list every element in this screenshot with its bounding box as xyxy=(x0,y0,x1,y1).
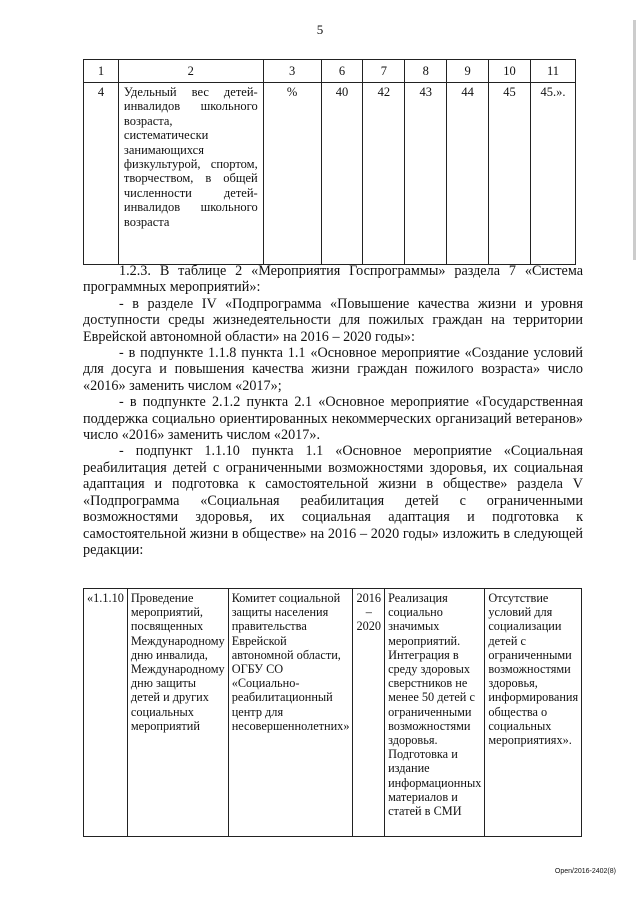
header-cell: 11 xyxy=(530,60,575,83)
header-cell: 1 xyxy=(84,60,119,83)
item-number: «1.1.10 xyxy=(84,589,128,837)
header-cell: 2 xyxy=(118,60,263,83)
row-number: 4 xyxy=(84,83,119,265)
paragraph: - подпункт 1.1.10 пункта 1.1 «Основное мероприятие «Социальная реабилитация детей с ограниченными возможностями здоровья, их социальная адаптация и подготовка к самостоятельной жизни в обществе» раздела V «Подпрограмма «Социальная реабилитация детей с ограниченными возможностями здоровья, их социальная адаптация и подготовка к самостоятельной жизни в обществе» на 2016 – 2020 годы» изложить в следующей редакции: xyxy=(83,443,583,558)
activities-table xyxy=(83,588,582,837)
paragraph: - в разделе IV «Подпрограмма «Повышение качества жизни и уровня доступности среды жизнедеятельности для пожилых граждан на территории Еврейской автономной области» на 2016 – 2020 годы»: xyxy=(83,295,583,345)
page-number: 5 xyxy=(316,22,324,37)
event-cell: Проведение мероприятий, посвященных Международному дню инвалида, Международному дню защиты детей и других социальных мероприятий xyxy=(127,589,228,837)
indicator-description: Удельный вес детей-инвалидов школьного возраста, систематически занимающихся физкультурой, спортом, творчеством, в общей численности детей-инвалидов школьного возраста xyxy=(118,83,263,265)
value-cell: 40 xyxy=(321,83,363,265)
value-cell: 45 xyxy=(489,83,531,265)
header-cell: 10 xyxy=(489,60,531,83)
executor-cell: Комитет социальной защиты населения правительства Еврейской автономной области, ОГБУ СО «Социально-реабилитационный центр для несовершеннолетних» xyxy=(228,589,353,837)
document-code: Open/2016-2402(8) xyxy=(554,868,616,875)
result-cell: Реализация социально значимых мероприятий. Интеграция в среду здоровых сверстников не менее 50 детей с ограниченными возможностями здоровья. Подготовка и издание информационных материалов и статей в СМИ xyxy=(385,589,485,837)
paragraph: 1.2.3. В таблице 2 «Мероприятия Госпрограммы» раздела 7 «Система программных мероприятий»: xyxy=(83,263,583,296)
value-cell: 43 xyxy=(405,83,447,265)
header-cell: 7 xyxy=(363,60,405,83)
paragraph: - в подпункте 2.1.2 пункта 2.1 «Основное мероприятие «Государственная поддержка социально ориентированных некоммерческих организаций ветеранов» число «2016» заменить числом «2017». xyxy=(83,394,583,444)
value-cell: 45.». xyxy=(530,83,575,265)
unit-cell: % xyxy=(263,83,321,265)
header-cell: 9 xyxy=(447,60,489,83)
header-cell: 6 xyxy=(321,60,363,83)
table-header-row xyxy=(84,60,576,83)
value-cell: 42 xyxy=(363,83,405,265)
table-row xyxy=(84,589,582,837)
value-cell: 44 xyxy=(447,83,489,265)
paragraph: - в подпункте 1.1.8 пункта 1.1 «Основное мероприятие «Создание условий для досуга и повышения качества жизни граждан пожилого возраста» число «2016» заменить числом «2017»; xyxy=(83,345,583,394)
indicator-table xyxy=(83,59,576,265)
consequence-cell: Отсутствие условий для социализации детей с ограниченными возможностями здоровья, информирования общества о социальных мероприятиях». xyxy=(485,589,582,837)
scan-edge-mark xyxy=(633,20,636,260)
header-cell: 3 xyxy=(263,60,321,83)
period-cell: 2016 – 2020 xyxy=(353,589,385,837)
table-row xyxy=(84,83,576,265)
body-text xyxy=(83,263,583,558)
header-cell: 8 xyxy=(405,60,447,83)
